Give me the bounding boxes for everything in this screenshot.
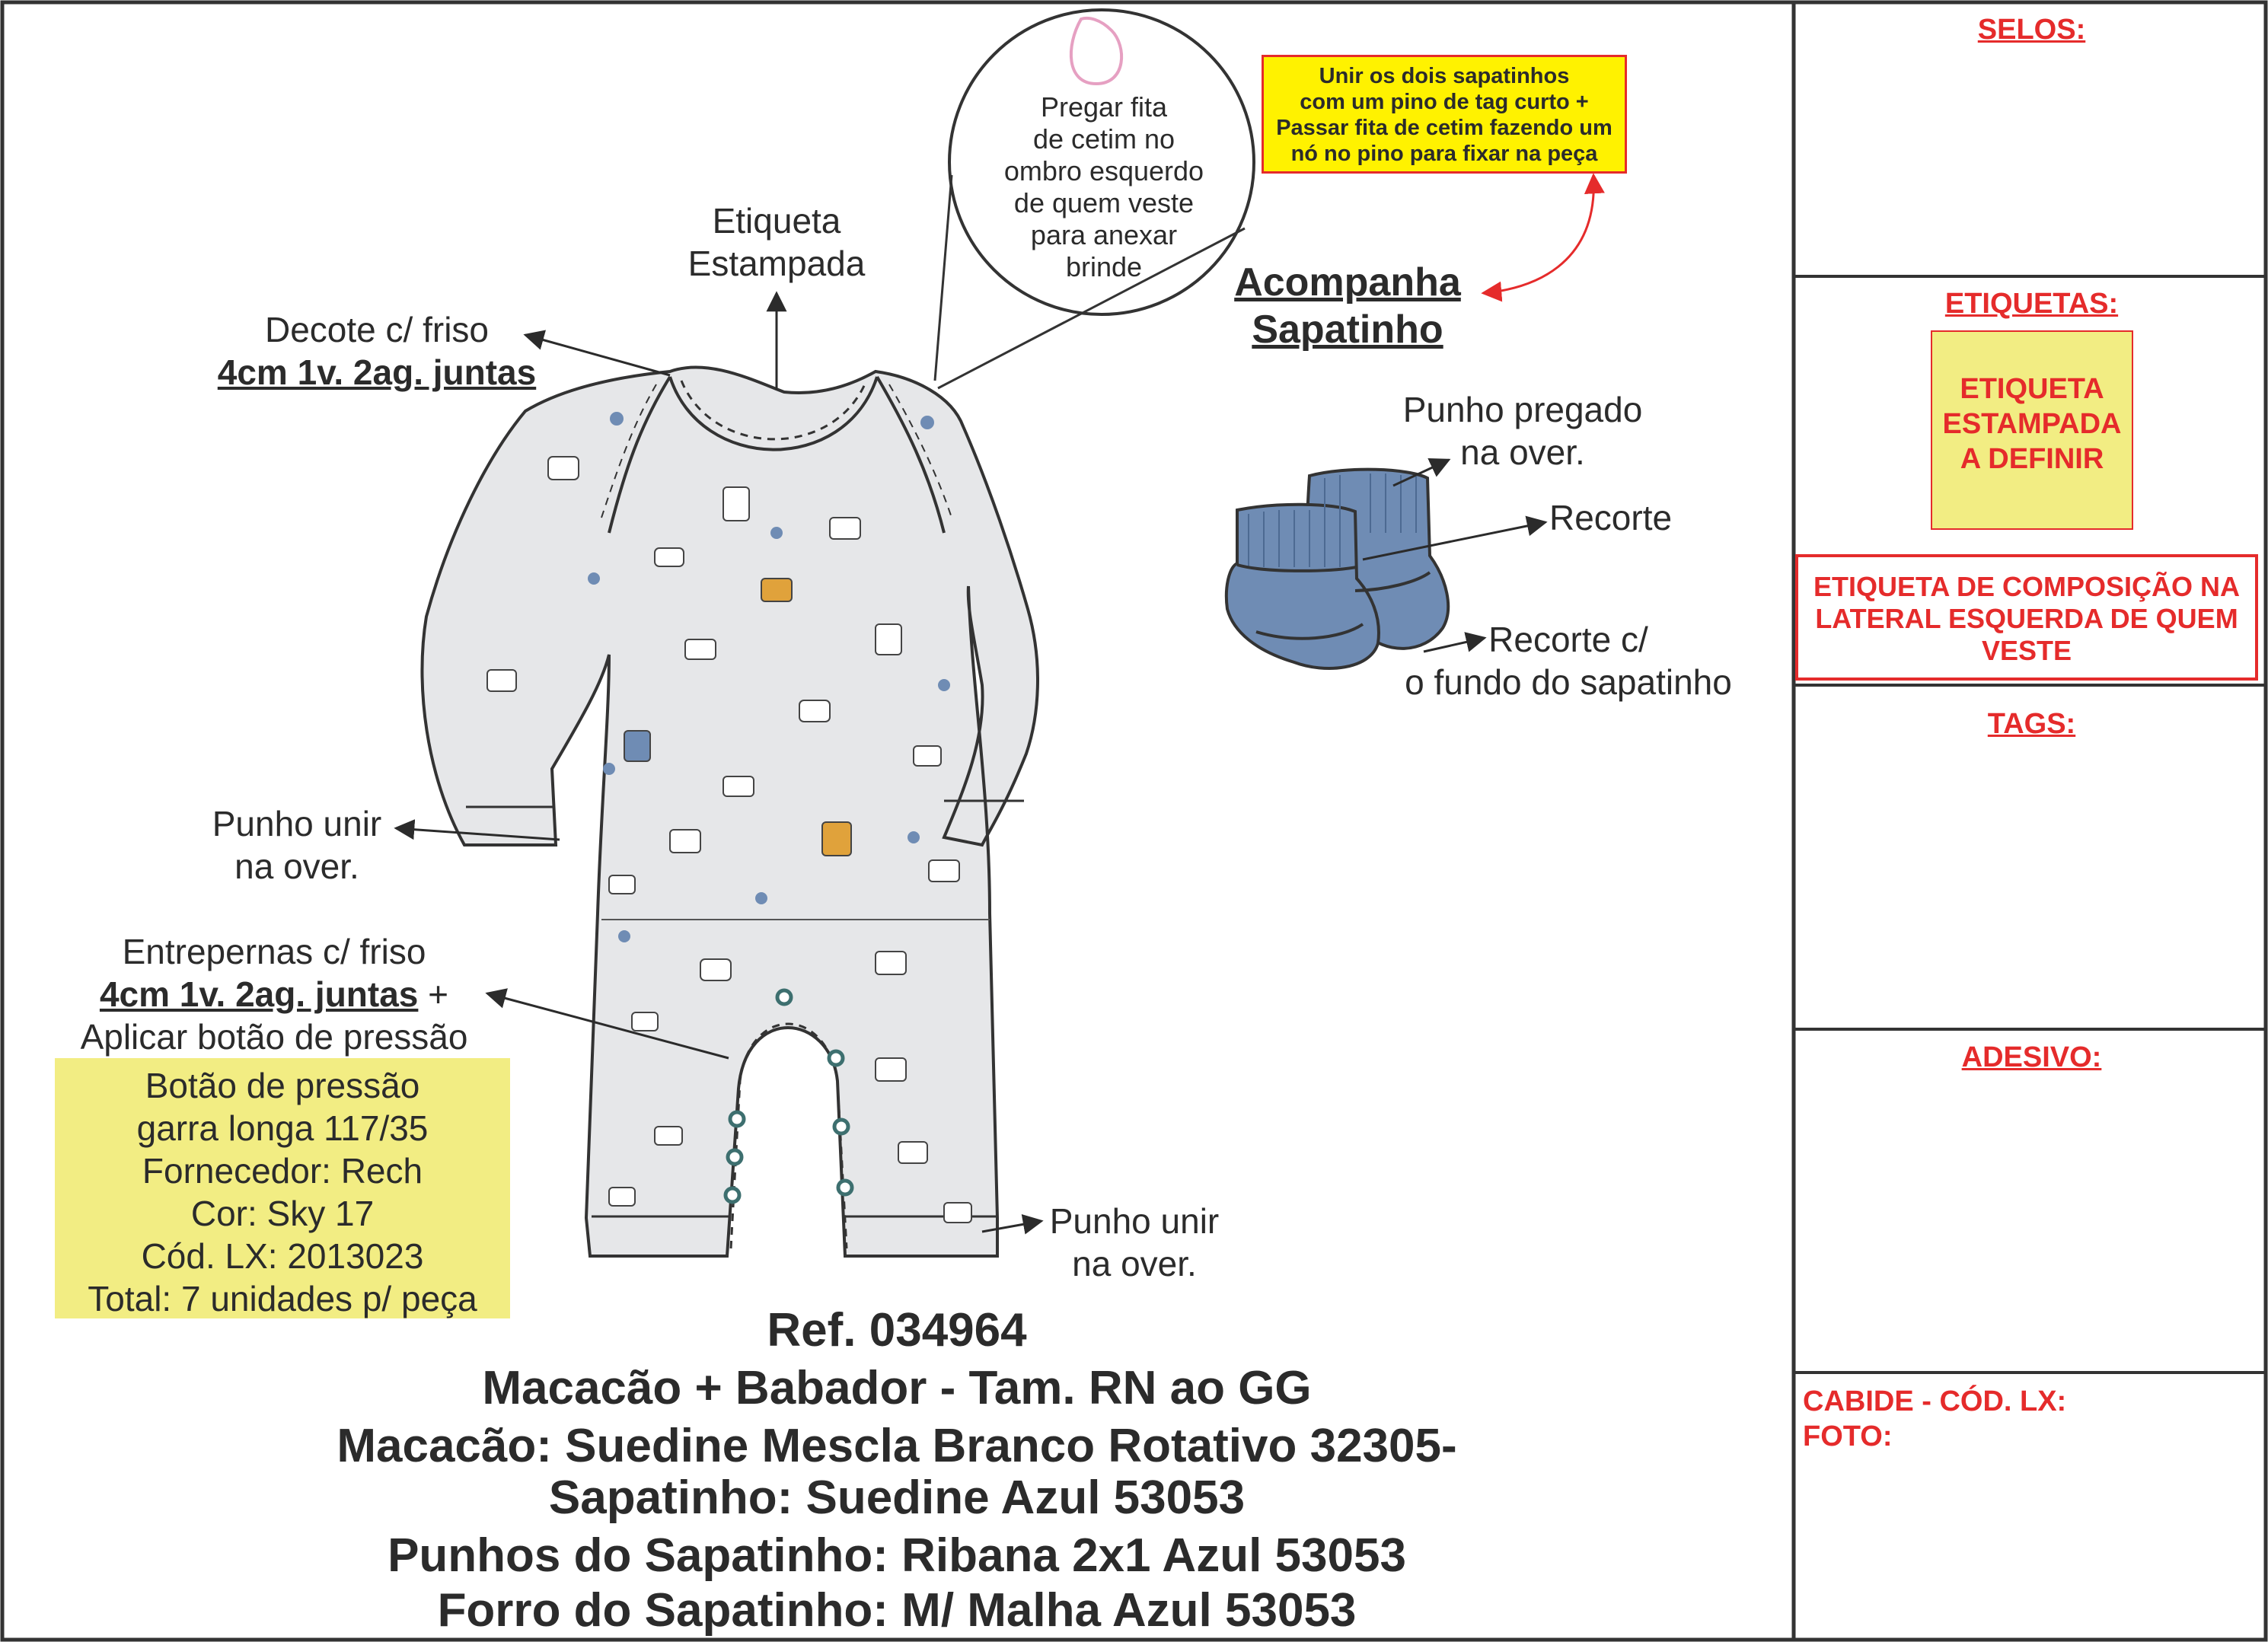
label-entrepernas: Entrepernas c/ friso 4cm 1v. 2ag. juntas + Aplicar botão de pressão xyxy=(80,932,468,1057)
ref-number: Ref. 034964 xyxy=(767,1304,1027,1357)
sidebar-cabide: CABIDE - CÓD. LX: FOTO: xyxy=(1803,1385,2067,1452)
ref-product: Macacão + Babador - Tam. RN ao GG xyxy=(482,1362,1312,1414)
label-etiqueta-estampada: Etiqueta Estampada xyxy=(687,201,866,283)
etiqueta-estampada-box: ETIQUETA ESTAMPADA A DEFINIR xyxy=(1931,330,2133,530)
label-acompanha: Acompanha Sapatinho xyxy=(1234,260,1461,352)
acompanha-arrow xyxy=(1483,175,1593,293)
label-decote: Decote c/ friso 4cm 1v. 2ag. juntas xyxy=(217,310,537,392)
ref-punhos-fabric: Punhos do Sapatinho: Ribana 2x1 Azul 53053 xyxy=(388,1529,1406,1582)
ref-sapatinho-fabric: Sapatinho: Suedine Azul 53053 xyxy=(548,1471,1246,1524)
bubble-lead-left xyxy=(935,175,952,381)
button-spec-box: Botão de pressão garra longa 117/35 Fornecedor: Rech Cor: Sky 17 Cód. LX: 2013023 Total: 7 unidades p/ peça xyxy=(55,1058,510,1318)
ref-forro-fabric: Forro do Sapatinho: M/ Malha Azul 53053 xyxy=(437,1584,1357,1637)
label-pregar-fita: Pregar fita de cetim no ombro esquerdo de quem veste para anexar brinde xyxy=(1003,91,1204,282)
note-unir-sapatinhos: Unir os dois sapatinhos com um pino de tag curto + Passar fita de cetim fazendo um nó no pino para fixar na peça xyxy=(1262,55,1627,174)
label-recorte-fundo: Recorte c/ o fundo do sapatinho xyxy=(1405,620,1732,702)
sidebar-selos: SELOS: xyxy=(1977,14,2086,46)
ref-macacao-fabric: Macacão: Suedine Mescla Branco Rotativo 32305- xyxy=(337,1420,1457,1472)
etiqueta-composicao-box: ETIQUETA DE COMPOSIÇÃO NA LATERAL ESQUERDA DE QUEM VESTE xyxy=(1795,554,2258,681)
sidebar-etiquetas: ETIQUETAS: xyxy=(1944,288,2119,320)
sidebar-adesivo: ADESIVO: xyxy=(1961,1041,2102,1073)
label-recorte: Recorte xyxy=(1549,498,1673,537)
label-punho-unir-left: Punho unir na over. xyxy=(212,804,382,886)
sidebar-tags: TAGS: xyxy=(1987,708,2076,740)
romper-illustration xyxy=(422,367,1038,1256)
label-punho-pregado: Punho pregado na over. xyxy=(1402,390,1643,472)
label-punho-unir-bottom: Punho unir na over. xyxy=(1049,1201,1220,1283)
